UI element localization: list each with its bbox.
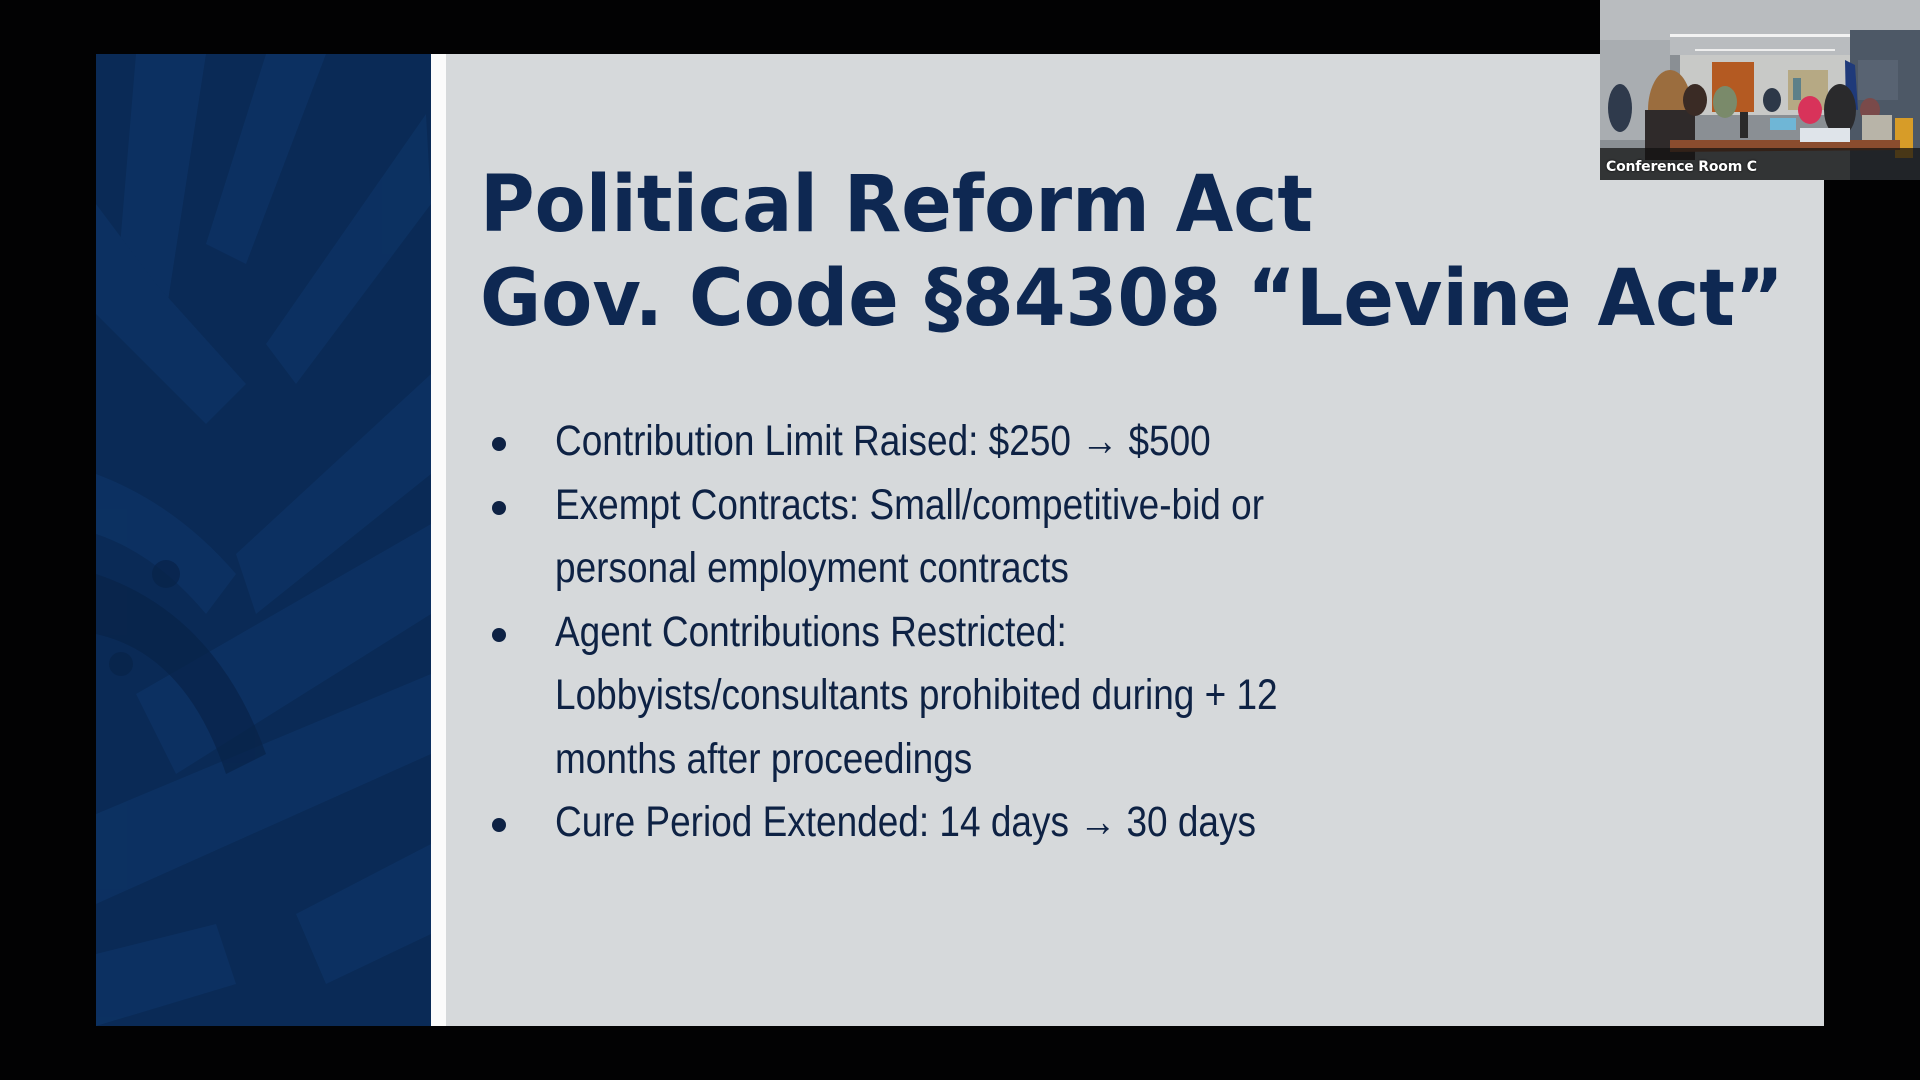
bullet-text-continuation: Lobbyists/consultants prohibited during + 12	[555, 671, 1278, 719]
bullet-dot-icon	[492, 818, 506, 832]
bullet-item-exempt-contracts	[96, 474, 1395, 601]
bullet-item-agent-contributions	[96, 601, 1395, 792]
bullet-item-contribution-limit	[96, 410, 1395, 474]
bullet-dot-icon	[492, 501, 506, 515]
slide-title-line-1: Political Reform Act	[480, 160, 1314, 250]
bullet-text: Agent Contributions Restricted:	[555, 607, 1067, 656]
slide-title	[480, 158, 1824, 346]
bullet-text: Exempt Contracts: Small/competitive-bid or	[555, 480, 1265, 529]
bullet-dot-icon	[492, 437, 506, 451]
slide-title-line-2: Gov. Code §84308 “Levine Act”	[480, 254, 1784, 344]
bullet-text: Contribution Limit Raised: $250 → $500	[555, 417, 1211, 465]
presentation-slide	[96, 54, 1824, 1026]
bullet-text-continuation: months after proceedings	[555, 734, 973, 783]
bullet-text: Cure Period Extended: 14 days → 30 days	[555, 798, 1256, 846]
bullet-item-cure-period	[96, 791, 1395, 855]
bullet-text-continuation: personal employment contracts	[555, 544, 1069, 592]
webcam-video-tile[interactable]	[1600, 0, 1920, 180]
webcam-participant-label: Conference Room C	[1606, 159, 1757, 175]
slide-bullet-list	[96, 410, 1395, 855]
bullet-dot-icon	[492, 628, 506, 642]
conference-room-video-icon	[1600, 0, 1920, 180]
